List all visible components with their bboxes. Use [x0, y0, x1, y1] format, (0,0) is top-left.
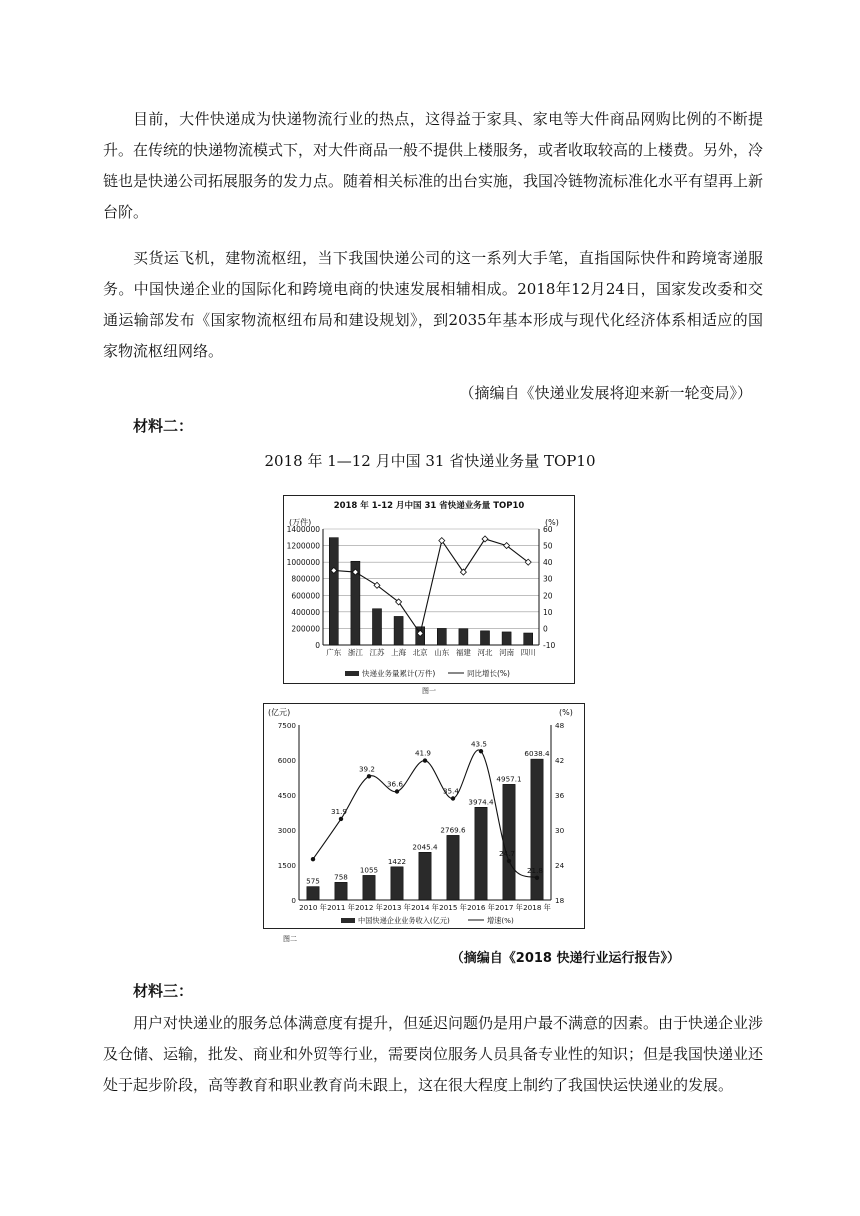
left-tick-label: 800000 [291, 574, 320, 584]
growth-point [367, 774, 371, 778]
growth-value-label: 36.6 [386, 779, 404, 789]
growth-value-label: 24.7 [498, 848, 516, 858]
left-tick-label: 1400000 [286, 525, 320, 534]
bar [475, 807, 487, 900]
paragraph-2: 买货运飞机，建物流枢纽，当下我国快递公司的这一系列大手笔，直指国际快件和跨境寄递服务。中国快递企业的国际化和跨境电商的快速发展相辅相成。2018年12月24日，国家发改委和交通运输部发布《国家物流枢纽布局和建设规划》，到2035年基本形成与现代化经济体系相适应的国家物流枢纽网络。 [103, 249, 763, 360]
category-label: 江苏 [369, 648, 385, 657]
right-tick-label: 42 [555, 756, 565, 765]
right-tick-label: 10 [543, 607, 553, 617]
bar [503, 784, 515, 900]
category-label: 2011 年 [327, 903, 355, 912]
paragraph-1: 目前，大件快递成为快递物流行业的热点，这得益于家具、家电等大件商品网购比例的不断提升。在传统的快递物流模式下，对大件商品一般不提供上楼服务，或者收取较高的上楼费。另外，冷链也是快递公司拓展服务的发力点。随着相关标准的出台实施，我国冷链物流标准化水平有望再上新台阶。 [103, 110, 764, 221]
bar-value-label: 1422 [387, 856, 407, 866]
chart-1-top10-provinces [283, 495, 575, 695]
category-label: 山东 [434, 648, 450, 657]
bar-value-label: 3974.4 [468, 797, 494, 807]
legend-line-label: 增速(%) [487, 916, 514, 925]
bar [372, 609, 381, 645]
left-tick-label: 4500 [277, 791, 296, 800]
growth-point [395, 789, 399, 793]
growth-point [451, 796, 455, 800]
left-tick-label: 0 [291, 896, 296, 905]
right-tick-label: -10 [543, 641, 556, 650]
bar-value-label: 6038.4 [524, 749, 550, 759]
right-tick-label: 30 [543, 574, 553, 584]
bar-value-label: 2045.4 [412, 842, 438, 852]
category-label: 2013 年 [383, 903, 411, 912]
legend-bar-swatch [341, 918, 355, 923]
bar [329, 538, 338, 645]
right-tick-label: 40 [543, 558, 553, 568]
bar [335, 882, 347, 900]
chart-1-left-unit: (万件) [289, 518, 312, 527]
source-citation-2: （摘编自《2018 快递行业运行报告》） [450, 951, 680, 966]
bar [524, 633, 533, 645]
category-label: 2017 年 [495, 903, 523, 912]
right-tick-label: 30 [555, 826, 565, 835]
right-tick-label: 50 [543, 541, 553, 551]
category-label: 2018 年 [523, 903, 551, 912]
left-tick-label: 600000 [291, 591, 320, 601]
growth-point [311, 857, 315, 861]
category-label: 北京 [412, 648, 428, 657]
category-label: 广东 [326, 648, 342, 657]
category-label: 河南 [499, 648, 515, 657]
bar [394, 616, 403, 645]
right-tick-label: 60 [543, 525, 553, 534]
chart-1-caption: 图一 [422, 687, 436, 695]
paragraph-3: 用户对快递业的服务总体满意度有提升，但延迟问题仍是用户最不满意的因素。由于快递企业涉及仓储、运输，批发、商业和外贸等行业，需要岗位服务人员具备专业性的知识；但是我国快递业还处于起步阶段，高等教育和职业教育尚未跟上，这在很大程度上制约了我国快运快递业的发展。 [103, 1014, 764, 1094]
legend-bar-label: 中国快递企业业务收入(亿元) [358, 916, 450, 925]
growth-value-label: 43.5 [470, 739, 488, 749]
bar [363, 875, 375, 900]
left-tick-label: 6000 [277, 756, 296, 765]
left-tick-label: 400000 [291, 607, 320, 617]
growth-point [507, 859, 511, 863]
chart-1-title: 2018 年 1-12 月中国 31 省快递业务量 TOP10 [333, 501, 525, 511]
left-tick-label: 200000 [291, 624, 320, 634]
category-label: 上海 [391, 648, 407, 657]
growth-point [339, 817, 343, 821]
left-tick-label: 1200000 [286, 541, 320, 551]
chart-2-caption: 图二 [283, 935, 297, 943]
source-citation-1: （摘编自《快递业发展将迎来新一轮变局》） [459, 384, 752, 402]
category-label: 2016 年 [467, 903, 495, 912]
bar [391, 867, 403, 900]
growth-point [423, 758, 427, 762]
chart-1-right-unit: (%) [545, 518, 559, 527]
growth-value-label: 35.4 [442, 786, 460, 796]
chart-2-revenue [263, 703, 585, 948]
bar-value-label: 575 [306, 876, 320, 886]
legend-line-label: 同比增长(%) [467, 669, 510, 678]
category-label: 2010 年 [299, 903, 327, 912]
bar-value-label: 758 [334, 872, 348, 882]
category-label: 2014 年 [411, 903, 439, 912]
left-tick-label: 1000000 [286, 558, 320, 568]
left-tick-label: 1500 [277, 861, 296, 870]
category-label: 2015 年 [439, 903, 467, 912]
right-tick-label: 48 [555, 721, 565, 730]
bar [307, 887, 319, 900]
bar-value-label: 1055 [359, 865, 379, 875]
figure-title: 2018 年 1—12 月中国 31 省快递业务量 TOP10 [264, 452, 596, 470]
category-label: 福建 [455, 648, 471, 657]
bar-value-label: 4957.1 [496, 774, 522, 784]
legend-bar-swatch [345, 671, 359, 676]
legend-bar-label: 快递业务量累计(万件) [362, 669, 436, 678]
material-two-heading: 材料二： [133, 417, 194, 435]
right-tick-label: 36 [555, 791, 565, 800]
right-tick-label: 0 [543, 624, 548, 634]
bar [437, 628, 446, 645]
chart-2-left-unit: (亿元) [268, 708, 291, 717]
growth-point [479, 749, 483, 753]
category-label: 浙江 [347, 648, 363, 657]
left-tick-label: 0 [315, 641, 320, 650]
growth-value-label: 39.2 [358, 764, 376, 774]
left-tick-label: 3000 [277, 826, 296, 835]
category-label: 河北 [477, 648, 493, 657]
category-label: 2012 年 [355, 903, 383, 912]
bar [459, 629, 468, 645]
bar-value-label: 2769.6 [440, 825, 466, 835]
right-tick-label: 18 [555, 896, 565, 905]
chart-2-right-unit: (%) [559, 708, 573, 717]
bar [480, 631, 489, 645]
category-label: 四川 [520, 648, 536, 657]
growth-point [535, 876, 539, 880]
growth-value-label: 41.9 [414, 748, 432, 758]
right-tick-label: 24 [555, 861, 565, 870]
left-tick-label: 7500 [277, 721, 296, 730]
right-tick-label: 20 [543, 591, 553, 601]
bar [502, 632, 511, 645]
bar [447, 835, 459, 900]
bar [419, 852, 431, 900]
growth-value-label: 21.8 [526, 865, 544, 875]
growth-value-label: 31.9 [330, 806, 348, 816]
material-three-heading: 材料三： [133, 982, 194, 1000]
